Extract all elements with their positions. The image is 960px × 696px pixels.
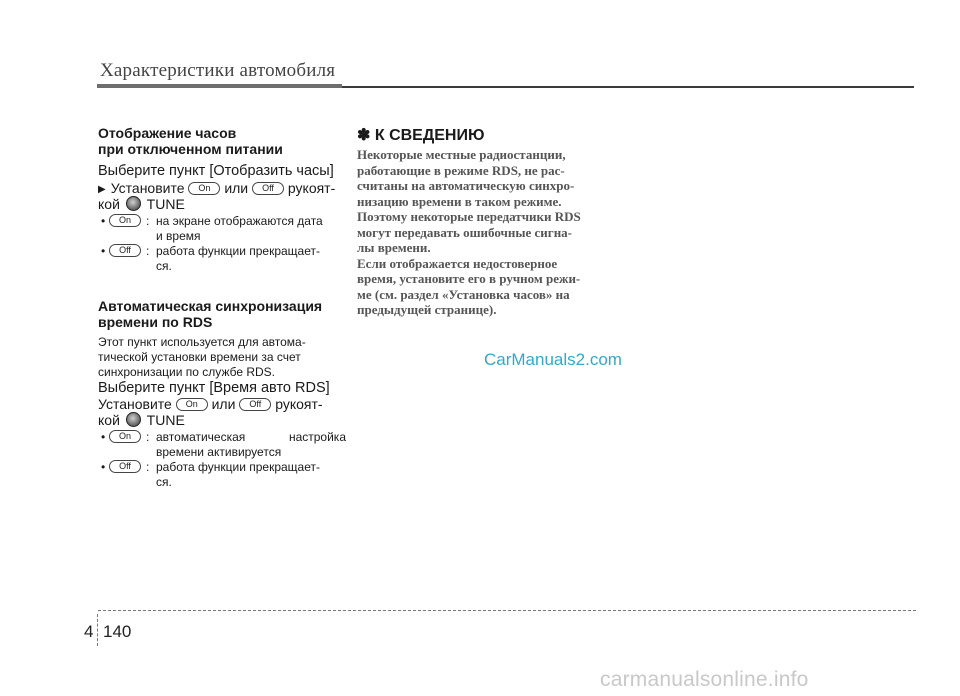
bottom-watermark: carmanualsonline.info: [600, 668, 809, 691]
on-button[interactable]: On: [176, 398, 208, 411]
section2-heading: Автоматическая синхронизация времени по RDS: [98, 298, 323, 330]
on-button: On: [109, 214, 141, 227]
section2-set-line: Установите On или Off рукоят-: [98, 396, 323, 412]
off-button[interactable]: Off: [252, 182, 284, 195]
tune-knob-icon: [126, 412, 141, 427]
asterisk-icon: ✽: [357, 127, 371, 144]
section2-instruction: Выберите пункт [Время авто RDS]: [98, 380, 330, 396]
on-button[interactable]: On: [188, 182, 220, 195]
footer-vertical-divider: [97, 614, 98, 646]
watermark-link[interactable]: CarManuals2.com: [484, 350, 622, 369]
note-body: Некоторые местные радиостанции, работающие в режиме RDS, не рас- считаны на автоматическую синхро- низацию времени в таком режиме. Поэтому некоторые передатчики RDS могут передавать ошибочные сигна- лы времени. Если отображается недостоверное время, установите его в ручном режи- ме (см. раздел «Установка часов» на предыдущей странице).: [357, 147, 581, 317]
on-button: On: [109, 430, 141, 443]
section1-set-line: ▶ Установите On или Off рукоят-: [98, 180, 336, 196]
header-rule-thick: [97, 84, 342, 88]
page-number: 140: [103, 622, 132, 641]
triangle-right-icon: ▶: [98, 184, 106, 195]
header-rule-thin: [342, 86, 914, 88]
section2-tune-line: кой TUNE: [98, 412, 185, 428]
off-button: Off: [109, 244, 141, 257]
section2-description: Этот пункт используется для автома- тической установки времени за счет синхронизации по службе RDS.: [98, 335, 306, 379]
footer-divider: [98, 610, 916, 611]
section1-instruction: Выберите пункт [Отобразить часы]: [98, 163, 334, 179]
section1-heading: Отображение часов при отключенном питании: [98, 125, 283, 157]
off-button[interactable]: Off: [239, 398, 271, 411]
tune-knob-icon: [126, 196, 141, 211]
page-header-title: Характеристики автомобиля: [100, 60, 336, 81]
section1-tune-line: кой TUNE: [98, 196, 185, 212]
chapter-number: 4: [84, 622, 94, 641]
off-button: Off: [109, 460, 141, 473]
note-heading: ✽ К СВЕДЕНИЮ: [357, 127, 485, 144]
